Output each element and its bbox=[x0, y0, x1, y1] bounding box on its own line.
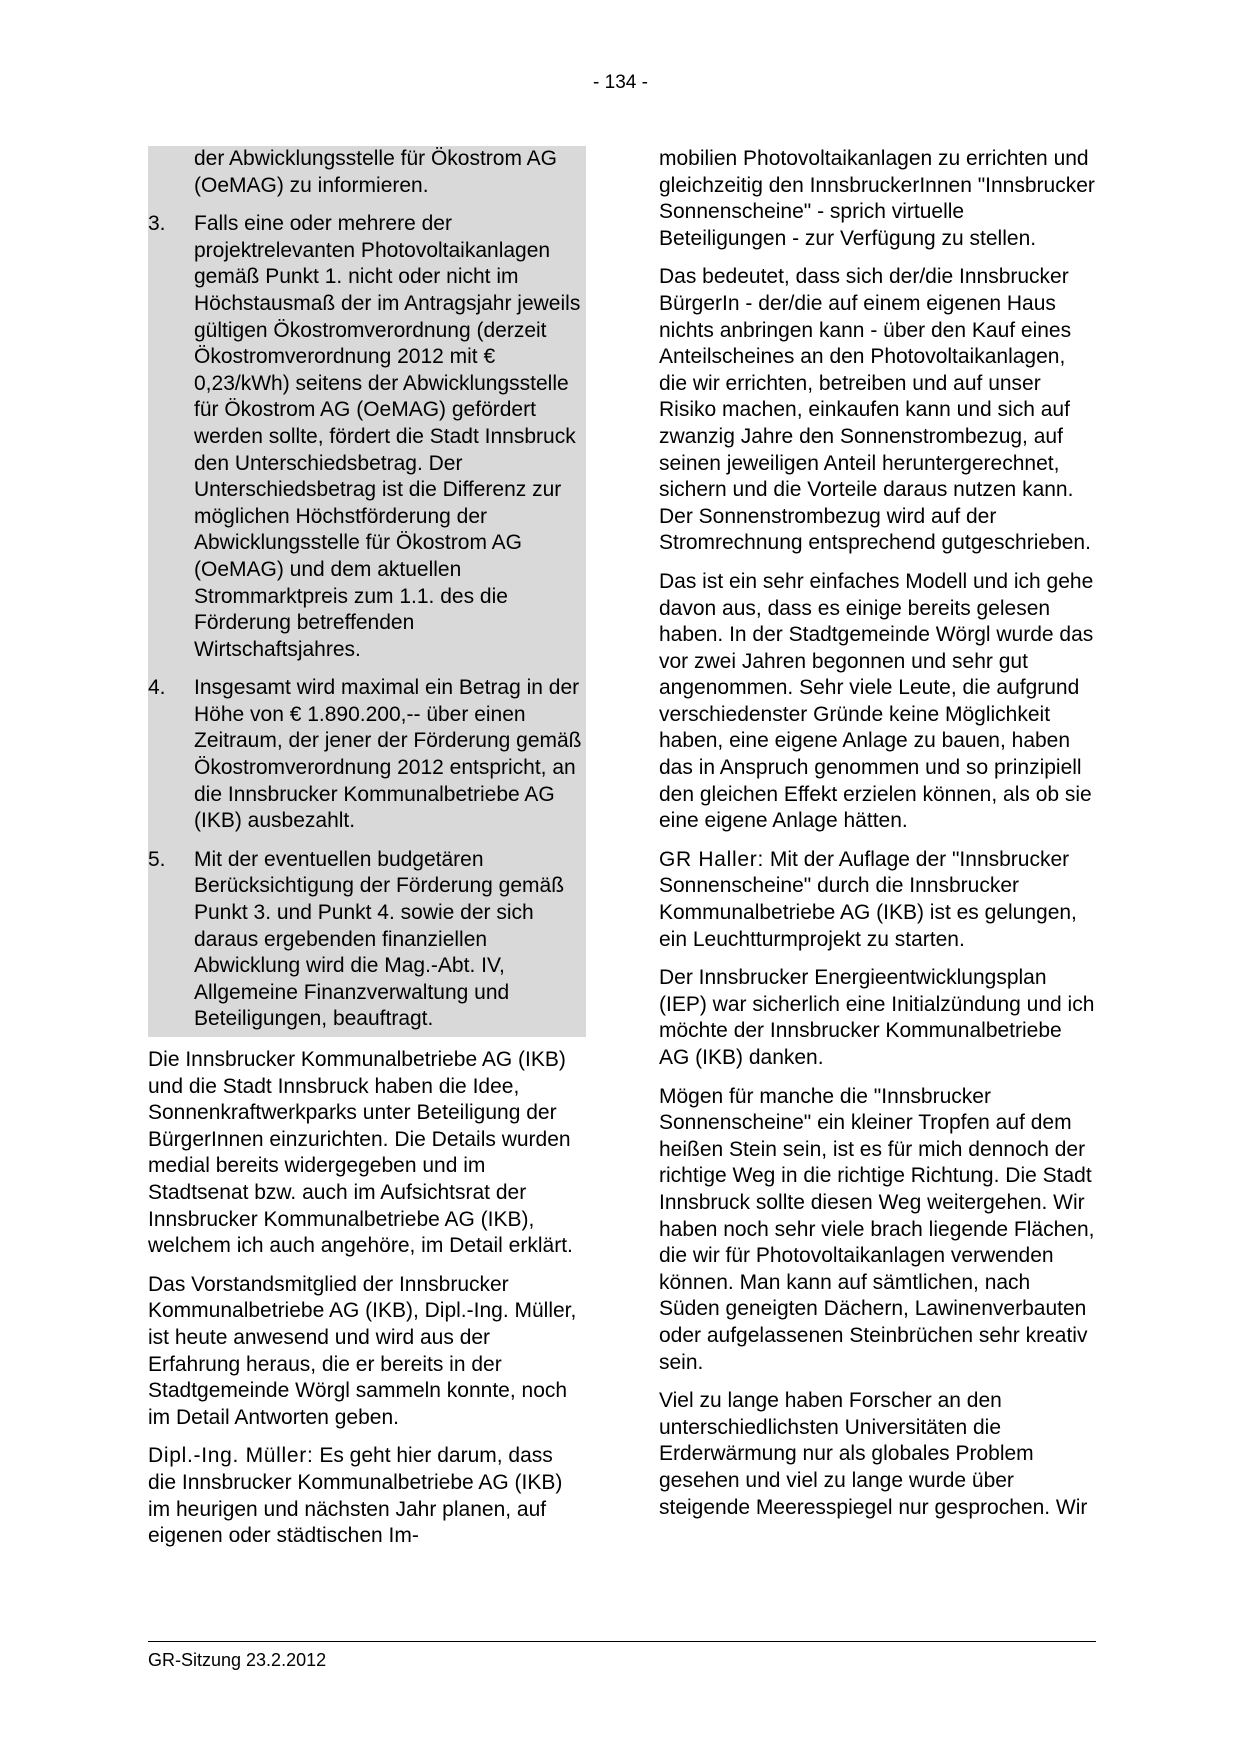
list-item bbox=[148, 675, 586, 835]
footer-divider bbox=[148, 1641, 1096, 1642]
list-text: Falls eine oder mehrere der projektrelevanten Photovoltaikanlagen gemäß Punkt 1. nicht oder nicht im Höchstausmaß der im Antragsjahr jeweils gültigen Ökostromverordnung (derzeit Ökostromverordnung 2012 mit € 0,23/kWh) seitens der Abwicklungsstelle für Ökostrom AG (OeMAG) gefördert werden sollte, fördert die Stadt Innsbruck den Unterschiedsbetrag. Der Unterschiedsbetrag ist die Differenz zur möglichen Höchstförderung der Abwicklungsstelle für Ökostrom AG (OeMAG) und dem aktuellen Strommarktpreis zum 1.1. des die Förderung betreffenden Wirtschaftsjahres. bbox=[194, 212, 581, 661]
list-text: Insgesamt wird maximal ein Betrag in der Höhe von € 1.890.200,-- über einen Zeitraum, der jener der Förderung gemäß Ökostromverordnung 2012 entspricht, an die Innsbrucker Kommunalbetriebe AG (IKB) ausbezahlt. bbox=[194, 676, 582, 833]
list-item bbox=[148, 211, 586, 663]
page-number: - 134 - bbox=[593, 72, 648, 93]
speaker-paragraph bbox=[148, 1443, 584, 1549]
paragraph: Der Innsbrucker Energieentwicklungsplan (IEP) war sicherlich eine Initialzündung und ich möchte der Innsbrucker Kommunalbetriebe AG (IKB) danken. bbox=[659, 966, 1095, 1069]
motion-continuation: der Abwicklungsstelle für Ökostrom AG (OeMAG) zu informieren. bbox=[194, 147, 557, 197]
speaker-name: Dipl.-Ing. Müller: bbox=[148, 1444, 314, 1468]
paragraph: Das ist ein sehr einfaches Modell und ich gehe davon aus, dass es einige bereits gelesen haben. In der Stadtgemeinde Wörgl wurde das vor zwei Jahren begonnen und sehr gut angenommen. Sehr viele Leute, die aufgrund verschiedenster Gründe keine Möglichkeit haben, eine eigene Anlage zu bauen, haben das in Anspruch genommen und so prinzipiell den gleichen Effekt erzielen können, als ob sie eine eigene Anlage hätten. bbox=[659, 569, 1094, 833]
list-number: 4. bbox=[148, 676, 166, 700]
list-item bbox=[148, 847, 586, 1033]
speaker-text: Es geht hier darum, dass die Innsbrucker Kommunalbetriebe AG (IKB) im heurigen und nächsten Jahr planen, auf eigenen oder städtischen Im- bbox=[148, 1444, 563, 1548]
paragraph: Mögen für manche die "Innsbrucker Sonnenscheine" ein kleiner Tropfen auf dem heißen Stein sein, ist es für mich dennoch der richtige Weg in die richtige Richtung. Die Stadt Innsbruck sollte diesen Weg weitergehen. Wir haben noch sehr viele brach liegende Flächen, die wir für Photovoltaikanlagen verwenden können. Man kann auf sämtlichen, nach Süden geneigten Dächern, Lawinenverbauten oder aufgelassenen Steinbrüchen sehr kreativ sein. bbox=[659, 1084, 1095, 1374]
right-column bbox=[659, 146, 1095, 1533]
motion-text-block bbox=[148, 146, 586, 1037]
footer-session-label: GR-Sitzung 23.2.2012 bbox=[148, 1650, 327, 1670]
list-text: Mit der eventuellen budgetären Berücksichtigung der Förderung gemäß Punkt 3. und Punkt 4. sowie der sich daraus ergebenden finanziellen Abwicklung wird die Mag.-Abt. IV, Allgemeine Finanzverwaltung und Beteiligungen, beauftragt. bbox=[194, 847, 565, 1031]
left-column bbox=[148, 146, 584, 1562]
speaker-paragraph bbox=[659, 847, 1095, 953]
speaker-name: GR Haller: bbox=[659, 847, 765, 871]
paragraph: Viel zu lange haben Forscher an den unterschiedlichsten Universitäten die Erderwärmung nur als globales Problem gesehen und viel zu lange wurde über steigende Meeresspiegel nur gesprochen. Wir bbox=[659, 1389, 1088, 1519]
paragraph: mobilien Photovoltaikanlagen zu errichten und gleichzeitig den InnsbruckerInnen "Innsbrucker Sonnenscheine" - sprich virtuelle Beteiligungen - zur Verfügung zu stellen. bbox=[659, 147, 1095, 250]
list-number: 3. bbox=[148, 212, 166, 236]
paragraph: Die Innsbrucker Kommunalbetriebe AG (IKB) und die Stadt Innsbruck haben die Idee, Sonnenkraftwerkparks unter Beteiligung der BürgerInnen einzurichten. Die Details wurden medial bereits widergegeben und im Stadtsenat bzw. auch im Aufsichtsrat der Innsbrucker Kommunalbetriebe AG (IKB), welchem ich auch angehöre, im Detail erklärt. bbox=[148, 1048, 573, 1258]
paragraph: Das Vorstandsmitglied der Innsbrucker Kommunalbetriebe AG (IKB), Dipl.-Ing. Müller, ist heute anwesend und wird aus der Erfahrung heraus, die er bereits in der Stadtgemeinde Wörgl sammeln konnte, noch im Detail Antworten geben. bbox=[148, 1272, 577, 1429]
speaker-text: Mit der Auflage der "Innsbrucker Sonnenscheine" durch die Innsbrucker Kommunalbetriebe AG (IKB) ist es gelungen, ein Leuchtturmprojekt zu starten. bbox=[659, 847, 1077, 951]
paragraph: Das bedeutet, dass sich der/die Innsbrucker BürgerIn - der/die auf einem eigenen Haus nichts anbringen kann - über den Kauf eines Anteilscheines an den Photovoltaikanlagen, die wir errichten, betreiben und auf unser Risiko machen, einkaufen kann und sich auf zwanzig Jahre den Sonnenstrombezug, auf seinen jeweiligen Anteil heruntergerechnet, sichern und die Vorteile daraus nutzen kann. Der Sonnenstrombezug wird auf der Stromrechnung entsprechend gutgeschrieben. bbox=[659, 265, 1091, 555]
list-number: 5. bbox=[148, 847, 166, 871]
